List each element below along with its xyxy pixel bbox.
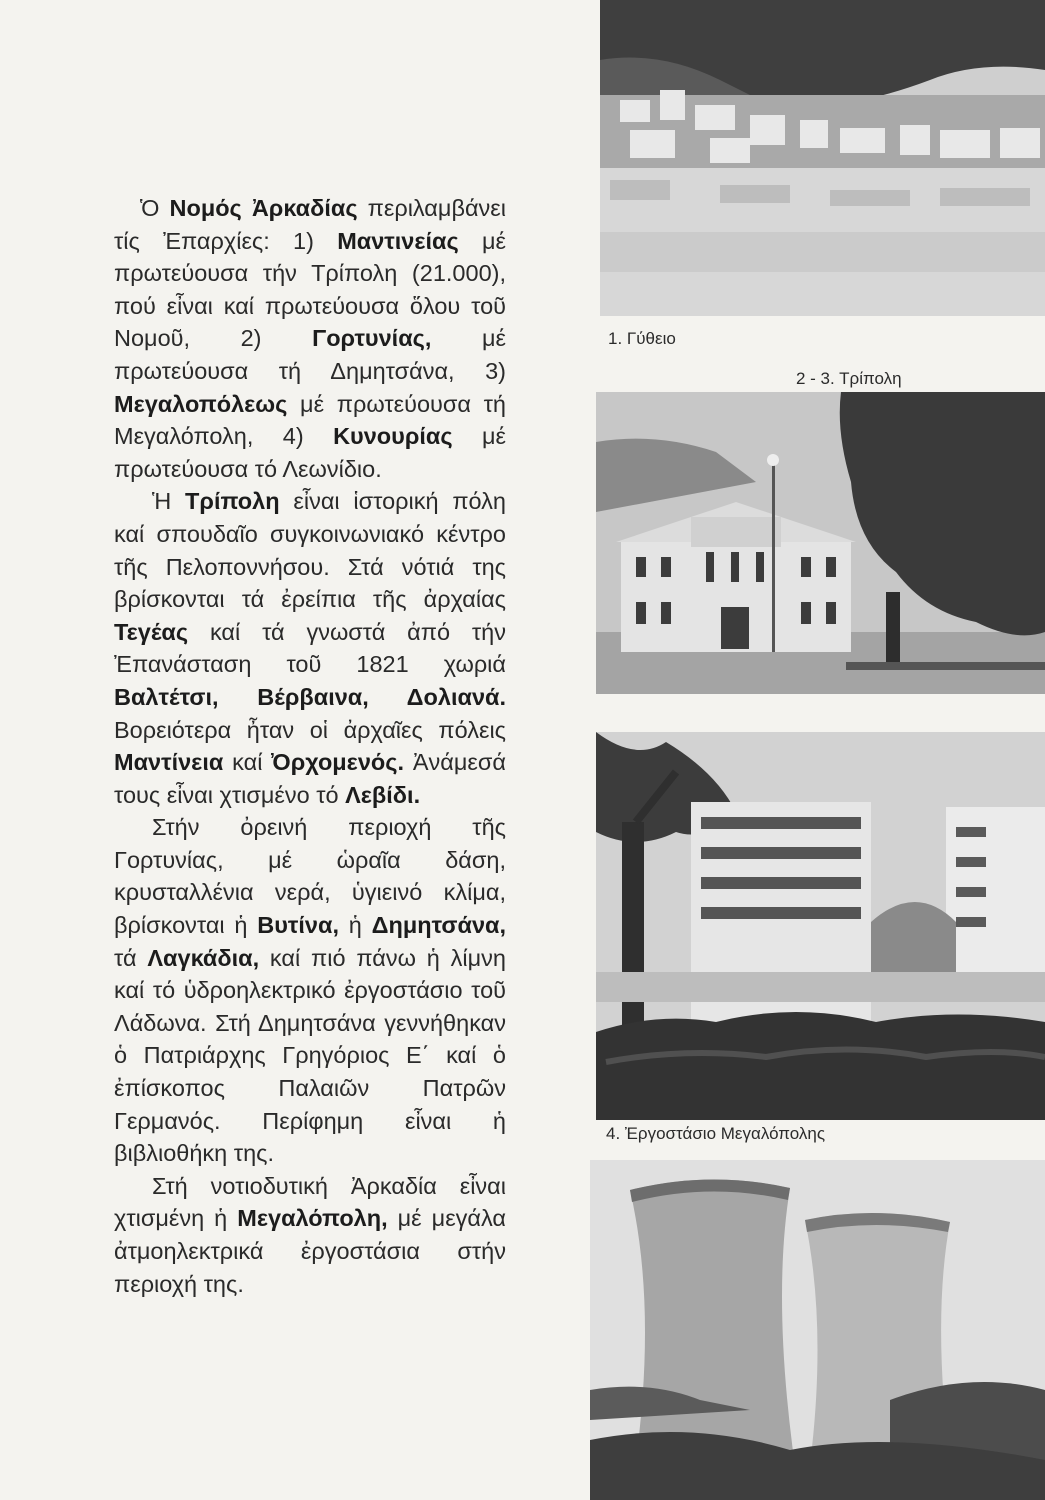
bold-place-name: Μεγαλοπόλεως [114, 390, 288, 417]
bold-place-name: Λεβίδι. [345, 781, 421, 808]
text-run: τά [114, 944, 148, 971]
bold-place-name: Γορτυνίας, [312, 325, 432, 352]
bold-place-name: Μαντίνεια [114, 749, 224, 776]
text-run: Στή νοτιοδυτική Ἀρκαδία εἶναι χτισμένη ἡ [114, 1172, 506, 1232]
text-run: Στήν ὀρεινή περιοχή τῆς Γορτυνίας, μέ ὡραῖα δάση, κρυσταλλένια νερά, ὑγιεινό κλίμα, βρίσκονται ἡ [114, 814, 506, 939]
paragraph-tripoli [114, 485, 506, 811]
text-run: Ὁ [140, 195, 170, 221]
text-run: μέ πρωτεύουσα τή Δημητσάνα, 3) [114, 325, 506, 384]
photo-gytheio [600, 0, 1045, 316]
bold-place-name: Δημητσάνα, [371, 912, 506, 939]
bold-place-name: Λαγκάδια, [147, 944, 260, 971]
bold-place-name: Τεγέας [114, 618, 189, 645]
text-run: μέ πρωτεύουσα τή Μεγαλόπολη, 4) [114, 390, 506, 450]
text-run: Ἡ [152, 488, 186, 515]
bold-place-name: Βυτίνα, [257, 912, 339, 939]
text-run: μέ μεγάλα ἀτμοηλεκτρικά ἐργοστάσια στήν περιοχή της. [114, 1205, 506, 1297]
caption-tripoli: 2 - 3. Τρίπολη [796, 369, 902, 388]
bold-place-name: Μεγαλόπολη, [237, 1205, 388, 1232]
text-run: καί τά γνωστά ἀπό τήν Ἐπανάσταση τοῦ 1821 χωριά [114, 618, 506, 678]
bold-place-name: Νομός Ἀρκαδίας [169, 195, 358, 221]
caption-gytheio: 1. Γύθειο [608, 329, 676, 348]
text-run: ἡ [338, 912, 372, 939]
paragraph-arcadia-prefecture [114, 192, 506, 485]
text-run: μέ πρωτεύουσα τήν Τρίπολη (21.000), πού εἶναι καί πρωτεύουσα ὅλου τοῦ Νομοῦ, 2) [114, 227, 506, 352]
text-run: εἶναι ἱστορική πόλη καί σπουδαῖο συγκοινωνιακό κέντρο τῆς Πελοποννήσου. Στά νότιά της βρίσκονται τά ἐρείπια τῆς ἀρχαίας [114, 488, 506, 613]
caption-megalopoli-factory: 4. Ἐργοστάσιο Μεγαλόπολης [606, 1124, 826, 1143]
text-run: Βορειότερα ἦταν οἱ ἀρχαῖες πόλεις [114, 716, 506, 743]
text-run: καί [223, 749, 272, 776]
bold-place-name: Ὀρχομενός. [271, 749, 405, 776]
text-run: Ἀνάμεσά τους εἶναι χτισμένο τό [114, 749, 506, 808]
bold-place-name: Τρίπολη [185, 488, 280, 515]
text-run: μέ πρωτεύουσα τό Λεωνίδιο. [114, 423, 506, 482]
text-run: καί πιό πάνω ἡ λίμνη καί τό ὑδροηλεκτρικό ἐργοστάσιο τοῦ Λάδωνα. Στή Δημητσάνα γεννήθηκαν ὁ Πατριάρχης Γρηγόριος Ε΄ καί ὁ ἐπίσκοπος Παλαιῶν Πατρῶν Γερμανός. Περίφημη εἶναι ἡ βιβλιοθήκη της. [114, 944, 506, 1167]
bold-place-name: Μαντινείας [337, 227, 459, 254]
bold-place-name: Κυνουρίας [333, 423, 453, 450]
photo-megalopoli-factory [596, 732, 1045, 1120]
bold-place-name: Βαλτέτσι, Βέρβαινα, Δολιανά. [114, 683, 506, 710]
photo-cooling-towers [590, 1160, 1045, 1500]
photo-tripoli [596, 392, 1045, 694]
paragraph-gortynia [114, 811, 506, 1170]
text-run: περιλαμβάνει τίς Ἐπαρχίες: 1) [114, 195, 506, 254]
paragraph-megalopoli [114, 1170, 506, 1300]
article-text [114, 192, 506, 1300]
